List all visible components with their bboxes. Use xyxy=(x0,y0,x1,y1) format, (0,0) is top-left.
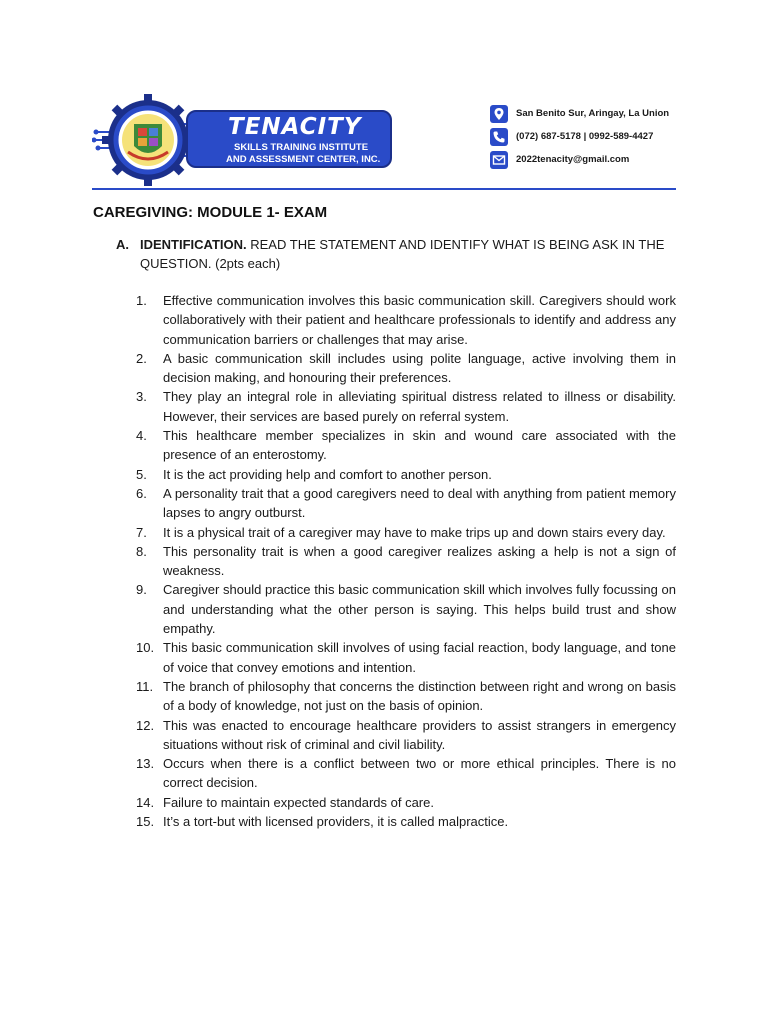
question-item xyxy=(136,793,676,812)
contact-address xyxy=(490,104,680,126)
question-item xyxy=(136,465,676,484)
question-text: It’s a tort-but with licensed providers, it is called malpractice. xyxy=(163,814,509,830)
location-pin-icon xyxy=(490,105,508,123)
institute-logo xyxy=(92,94,392,186)
question-number: 9. xyxy=(136,582,147,598)
brand-banner xyxy=(186,110,392,168)
exam-title: CAREGIVING: MODULE 1- EXAM xyxy=(93,204,328,221)
question-number: 5. xyxy=(136,466,147,482)
letterhead xyxy=(92,94,676,186)
section-instruction xyxy=(140,235,676,274)
question-number: 11. xyxy=(136,678,154,694)
contact-block xyxy=(490,104,680,173)
question-text: Failure to maintain expected standards of care. xyxy=(163,794,434,810)
address-text: San Benito Sur, Aringay, La Union xyxy=(516,108,670,119)
question-item xyxy=(136,754,676,793)
question-item xyxy=(136,542,676,581)
question-text: A personality trait that a good caregivers need to deal with anything from patient memory lapses to angry outburst. xyxy=(163,485,676,521)
question-number: 2. xyxy=(136,350,147,366)
question-number: 8. xyxy=(136,543,147,559)
contact-email[interactable] xyxy=(490,150,680,172)
section-letter: A. xyxy=(116,237,129,252)
question-text: This healthcare member specializes in skin and wound care associated with the presence of an enterostomy. xyxy=(163,428,676,463)
phone-icon xyxy=(490,128,508,146)
question-number: 7. xyxy=(136,524,147,540)
question-item xyxy=(136,716,676,755)
question-item xyxy=(136,580,676,638)
question-text: This basic communication skill involves of using facial reaction, body language, and tone of voice that convey emotions and intention. xyxy=(163,640,676,675)
section-heading: IDENTIFICATION. xyxy=(140,237,247,252)
question-text: Occurs when there is a conflict between two or more ethical principles. There is no correct decision. xyxy=(163,756,676,791)
question-number: 4. xyxy=(136,428,147,444)
question-item xyxy=(136,484,676,523)
question-number: 3. xyxy=(136,389,147,405)
question-list xyxy=(136,291,676,831)
question-text: The branch of philosophy that concerns the distinction between right and wrong on basis of a body of knowledge, not just on the basis of opinion. xyxy=(163,678,676,714)
question-number: 6. xyxy=(136,485,147,501)
question-text: It is the act providing help and comfort to another person. xyxy=(163,466,492,482)
question-text: It is a physical trait of a caregiver may have to make trips up and down stairs every day. xyxy=(163,524,666,540)
email-text[interactable]: 2022tenacity@gmail.com xyxy=(516,154,630,165)
question-item xyxy=(136,638,676,677)
brand-name: TENACITY xyxy=(228,114,362,140)
question-item xyxy=(136,812,676,831)
question-item xyxy=(136,349,676,388)
question-number: 13. xyxy=(136,756,155,772)
header-divider xyxy=(92,188,676,190)
question-number: 12. xyxy=(136,717,155,733)
question-item xyxy=(136,523,676,542)
brand-subtitle-line2: AND ASSESSMENT CENTER, INC. xyxy=(226,154,381,165)
question-text: They play an integral role in alleviating spiritual distress related to illness or disability. However, their services are based purely on referral system. xyxy=(163,389,676,424)
phone-text: (072) 687-5178 | 0992-589-4427 xyxy=(516,131,654,142)
section-a xyxy=(116,235,676,274)
contact-phone xyxy=(490,127,680,149)
question-item xyxy=(136,677,676,716)
question-text: This personality trait is when a good caregiver realizes asking a help is not a sign of weakness. xyxy=(163,543,676,579)
question-text: Caregiver should practice this basic communication skill which involves fully focussing on and understanding what the other person is saying. This helps build trust and show empathy. xyxy=(163,582,676,637)
question-item xyxy=(136,387,676,426)
question-number: 15. xyxy=(136,814,155,830)
envelope-icon xyxy=(490,151,508,169)
question-item xyxy=(136,291,676,349)
brand-subtitle-line1: SKILLS TRAINING INSTITUTE xyxy=(234,142,369,153)
question-text: A basic communication skill includes using polite language, active involving them in decision making, and honouring their preferences. xyxy=(163,350,676,386)
question-number: 10. xyxy=(136,640,155,656)
question-item xyxy=(136,426,676,465)
section-instruction-text: READ THE STATEMENT AND IDENTIFY WHAT IS BEING ASK IN THE QUESTION. (2pts each) xyxy=(140,237,665,272)
question-text: This was enacted to encourage healthcare providers to assist strangers in emergency situations without risk of criminal and civil liability. xyxy=(163,717,676,752)
question-text: Effective communication involves this basic communication skill. Caregivers should work collaboratively with their patient and healthcare professionals to identify and address any communication barriers or challenges that may arise. xyxy=(163,293,676,347)
question-number: 14. xyxy=(136,794,155,810)
question-number: 1. xyxy=(136,293,147,308)
